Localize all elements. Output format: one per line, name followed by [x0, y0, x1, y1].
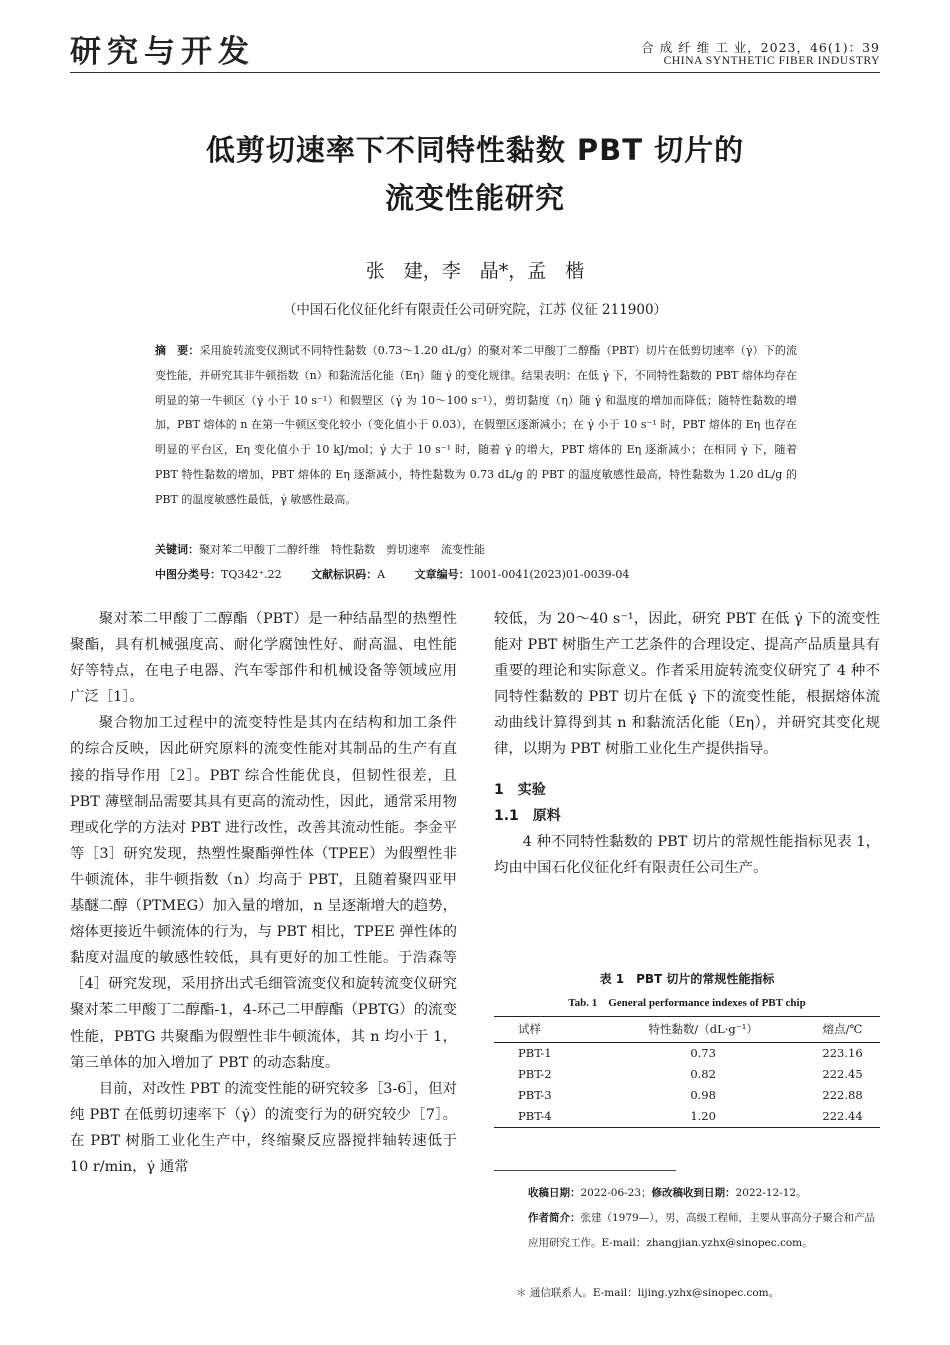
received-label: 收稿日期： — [528, 1187, 581, 1199]
performance-table — [494, 1016, 880, 1128]
section-heading-materials: 1.1 原料 — [494, 807, 561, 824]
table-cell: 223.16 — [822, 1046, 863, 1060]
doc-code-value: A — [377, 568, 386, 581]
revised-date: 2022-12-12。 — [735, 1187, 807, 1199]
table-cell: PBT-3 — [518, 1088, 552, 1102]
table-cell: 0.82 — [690, 1067, 716, 1081]
table-row — [494, 1106, 880, 1128]
abstract — [155, 339, 797, 513]
footnote-author-bio — [528, 1206, 880, 1256]
body-left-column — [70, 606, 457, 1180]
table-cell: PBT-1 — [518, 1046, 552, 1060]
footnote-dates — [528, 1181, 880, 1206]
section-heading-experiment: 1 实验 — [494, 781, 546, 798]
article-no-label: 文章编号： — [414, 568, 470, 581]
bio-label: 作者简介： — [528, 1212, 581, 1224]
table-cell: PBT-4 — [494, 1106, 601, 1128]
table-header-row — [494, 1017, 880, 1043]
journal-name-en: CHINA SYNTHETIC FIBER INDUSTRY — [663, 55, 880, 67]
table-row — [494, 1043, 880, 1065]
table-caption-en: Tab. 1 General performance indexes of PBT chip — [568, 997, 806, 1009]
keywords-text: 聚对苯二甲酸丁二醇纤维 特性黏数 剪切速率 流变性能 — [199, 543, 485, 556]
clc-label: 中图分类号： — [155, 568, 221, 581]
body-paragraph: 聚对苯二甲酸丁二醇酯（PBT）是一种结晶型的热塑性聚酯，具有机械强度高、耐化学腐蚀性好、耐高温、电性能好等特点，在电子电器、汽车零部件和机械设备等领域应用广泛［1］。 — [70, 611, 457, 706]
paper-title-line2: 流变性能研究 — [384, 181, 565, 215]
article-no-value: 1001-0041(2023)01-0039-04 — [469, 568, 630, 581]
body-paragraph: 聚合物加工过程中的流变特性是其内在结构和加工条件的综合反映，因此研究原料的流变性能对其制品的生产有直接的指导作用［2］。PBT 综合性能优良，但韧性很差，且 PBT 薄壁制品需要其具有更高的流动性，因此，通常采用物理或化学的方法对 PBT 进行改性，改善其流动性能。李金平等［3］研究发现，热塑性聚酯弹性体（TPEE）为假塑性非牛顿流体，非牛顿指数（n）均高于 PBT，且随着聚四亚甲基醚二醇（PTMEG）加入量的增加，n 呈逐渐增大的趋势，熔体更接近牛顿流体的行为，与 PBT 相比，TPEE 弹性体的黏度对温度的敏感性较低，具有更好的加工性能。于浩森等［4］研究发现，采用挤出式毛细管流变仪和旋转流变仪研究聚对苯二甲酸丁二醇酯-1，4-环己二甲醇酯（PBTG）的流变性能，PBTG 共聚酯为假塑性非牛顿流体，其 n 均小于 1，第三单体的加入增加了 PBT 的动态黏度。 — [70, 715, 457, 1071]
table-cell: PBT-2 — [518, 1067, 552, 1081]
keywords-label: 关键词： — [155, 543, 199, 556]
keywords — [155, 541, 855, 557]
table-cell: 222.44 — [805, 1106, 880, 1128]
doc-code-label: 文献标识码： — [311, 568, 378, 581]
body-paragraph: 较低，为 20～40 s⁻¹，因此，研究 PBT 在低 γ̇ 下的流变性能对 PBT 树脂生产工艺条件的合理设定、提高产品质量具有重要的理论和实际意义。作者采用旋转流变仪研究了 4 种不同特性黏数的 PBT 切片在低 γ̇ 下的流变性能，根据熔体流动曲线计算得到其 n 和黏流活化能（Eη），并研究其变化规律，以期为 PBT 树脂工业化生产提供指导。 — [494, 611, 880, 758]
table-row — [494, 1064, 880, 1085]
table-header-cell: 试样 — [494, 1017, 601, 1043]
received-date: 2022-06-23； — [580, 1187, 652, 1199]
classification-line — [155, 566, 855, 582]
abstract-label: 摘 要： — [155, 344, 200, 357]
table-header-cell: 熔点/℃ — [805, 1017, 880, 1043]
table-cell: 222.88 — [822, 1088, 863, 1102]
body-paragraph: 4 种不同特性黏数的 PBT 切片的常规性能指标见表 1，均由中国石化仪征化纤有限责任公司生产。 — [494, 833, 880, 876]
header-divider — [70, 72, 880, 73]
journal-citation-cn: 合 成 纤 维 工 业，2023，46(1)：39 — [641, 40, 880, 55]
section-label: 研究与开发 — [70, 34, 255, 70]
revised-label: 修改稿收到日期： — [651, 1187, 736, 1199]
table-cell: 0.98 — [690, 1088, 716, 1102]
table-header-cell: 特性黏数/（dL·g⁻¹） — [601, 1017, 805, 1043]
clc-value: TQ342⁺.22 — [221, 568, 282, 581]
table-cell: 0.73 — [690, 1046, 716, 1060]
table-caption-cn: 表 1 PBT 切片的常规性能指标 — [599, 972, 775, 986]
table-cell: 222.45 — [822, 1067, 863, 1081]
paper-title-line1: 低剪切速率下不同特性黏数 PBT 切片的 — [205, 133, 745, 167]
author-list: 张 建，李 晶*，孟 楷 — [365, 260, 585, 282]
footnote-corresponding: ＊ 通信联系人。E-mail：lijing.yzhx@sinopec.com。 — [516, 1287, 780, 1299]
table-cell: 1.20 — [601, 1106, 805, 1128]
footnote-divider — [494, 1170, 676, 1171]
body-paragraph: 目前，对改性 PBT 的流变性能的研究较多［3-6］，但对纯 PBT 在低剪切速率下（γ̇）的流变行为的研究较少［7］。在 PBT 树脂工业化生产中，终缩聚反应器搅拌轴转速低于 10 r/min，γ̇ 通常 — [70, 1080, 457, 1175]
body-right-column — [494, 606, 880, 881]
abstract-text: 采用旋转流变仪测试不同特性黏数（0.73～1.20 dL/g）的聚对苯二甲酸丁二醇酯（PBT）切片在低剪切速率（γ̇）下的流变性能，并研究其非牛顿指数（n）和黏流活化能（Eη）随 γ̇ 的变化规律。结果表明：在低 γ̇ 下，不同特性黏数的 PBT 熔体均存在明显的第一牛顿区（γ̇ 小于 10 s⁻¹）和假塑区（γ̇ 为 10～100 s⁻¹），剪切黏度（η）随 γ̇ 和温度的增加而降低；随特性黏数的增加，PBT 熔体的 n 在第一牛顿区变化较小（变化值小于 0.03），在假塑区逐渐减小；在 γ̇ 小于 10 s⁻¹ 时，PBT 熔体的 Eη 也存在明显的平台区，Eη 变化值小于 10 kJ/mol；γ̇ 大于 10 s⁻¹ 时，随着 γ̇ 的增大，PBT 熔体的 Eη 逐渐减小；在相同 γ̇ 下，随着 PBT 特性黏数的增加，PBT 熔体的 Eη 逐渐减小，特性黏数为 0.73 dL/g 的 PBT 的温度敏感性最高，特性黏数为 1.20 dL/g 的 PBT 的温度敏感性最低，γ̇ 敏感性最高。 — [155, 344, 798, 506]
affiliation: （中国石化仪征化纤有限责任公司研究院，江苏 仪征 211900） — [282, 302, 668, 318]
table-row — [494, 1085, 880, 1106]
bio-text: 张建（1979—），男，高级工程师，主要从事高分子聚合和产品应用研究工作。E-mail：zhangjian.yzhx@sinopec.com。 — [528, 1212, 875, 1249]
